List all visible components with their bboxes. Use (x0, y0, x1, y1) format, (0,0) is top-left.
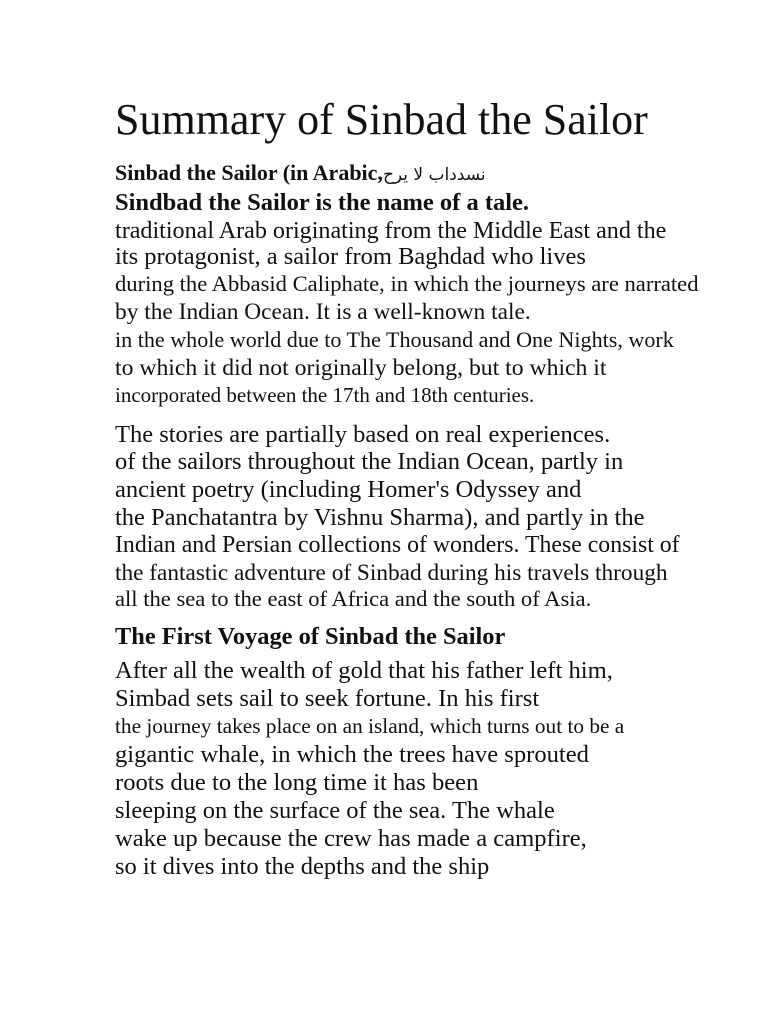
text-line: Simbad sets sail to seek fortune. In his first (115, 685, 540, 713)
text-line: by the Indian Ocean. It is a well-known tale. (115, 299, 531, 326)
text-line: The stories are partially based on real experiences. (115, 420, 611, 448)
text-line: roots due to the long time it has been (115, 769, 479, 797)
text-line: of the sailors throughout the Indian Ocean, partly in (115, 447, 624, 475)
text-line: gigantic whale, in which the trees have sprouted (115, 741, 589, 769)
text-line: Indian and Persian collections of wonders. These consist of (115, 532, 680, 559)
text-line: incorporated between the 17th and 18th centuries. (115, 383, 535, 408)
lead-sentence: Sindbad the Sailor is the name of a tale. (115, 188, 530, 216)
text-line: during the Abbasid Caliphate, in which the journeys are narrated (115, 271, 699, 297)
text-line: its protagonist, a sailor from Baghdad who lives (115, 243, 586, 271)
page-title: Summary of Sinbad the Sailor (115, 95, 648, 144)
text-line: in the whole world due to The Thousand and One Nights, work (115, 326, 674, 352)
text-line: the fantastic adventure of Sinbad during his travels through (115, 559, 668, 586)
text-line: traditional Arab originating from the Middle East and the (115, 217, 667, 244)
text-line: sleeping on the surface of the sea. The whale (115, 797, 555, 825)
arabic-name-line (115, 162, 486, 184)
text-line: the journey takes place on an island, which turns out to be a (115, 714, 625, 739)
text-line: wake up because the crew has made a campfire, (115, 825, 587, 853)
text-line: to which it did not originally belong, but to which it (115, 355, 607, 382)
text-line: the Panchatantra by Vishnu Sharma), and partly in the (115, 503, 645, 531)
arabic-name: حري ال باددسن (382, 165, 486, 185)
section-heading: The First Voyage of Sinbad the Sailor (115, 622, 506, 650)
text-line: so it dives into the depths and the ship (115, 853, 490, 881)
lead-text: Sinbad the Sailor (in Arabic, (115, 160, 383, 185)
text-line: all the sea to the east of Africa and the south of Asia. (115, 586, 592, 612)
text-line: ancient poetry (including Homer's Odyssey and (115, 475, 582, 503)
text-line: After all the wealth of gold that his father left him, (115, 657, 613, 685)
